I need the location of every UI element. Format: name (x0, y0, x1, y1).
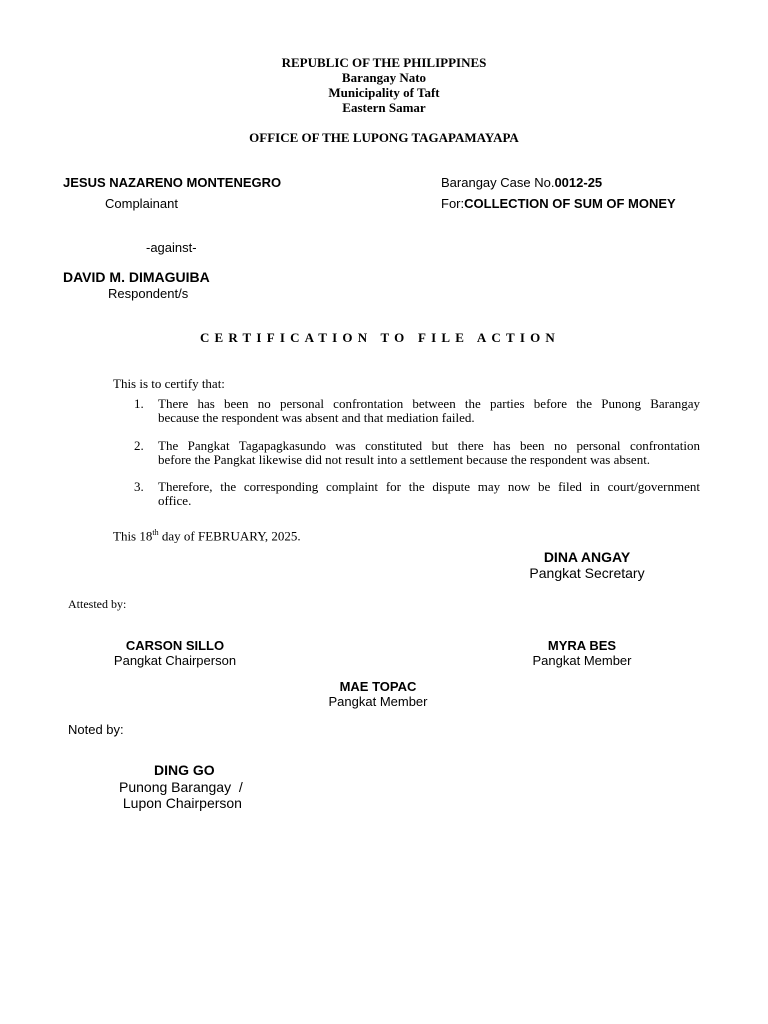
list-item-line: office. (158, 493, 192, 508)
lupon-chairperson-role: Lupon Chairperson (119, 795, 242, 811)
header-municipality: Municipality of Taft (328, 85, 440, 100)
case-subject-label: For: (441, 196, 465, 211)
list-item-number: 3. (134, 479, 144, 494)
list-item-line: Therefore, the corresponding complaint for the dispute may now be filed in court/government (158, 479, 700, 494)
header-office: OFFICE OF THE LUPONG TAGAPAMAYAPA (249, 130, 519, 145)
against-label: -against- (146, 240, 197, 255)
noted-by-label: Noted by: (68, 722, 124, 737)
chairperson-role: Pangkat Chairperson (113, 653, 237, 668)
header-province: Eastern Samar (342, 100, 426, 115)
date-suffix: day of FEBRUARY, 2025. (158, 528, 301, 544)
date-line (113, 528, 301, 544)
respondent-label: Respondent/s (108, 286, 189, 301)
member-name: MAE TOPAC (339, 679, 417, 694)
secretary-role: Pangkat Secretary (529, 565, 645, 581)
case-number-value: 0012-25 (554, 175, 603, 190)
list-item-line: because the respondent was absent and that mediation failed. (158, 410, 475, 425)
punong-barangay-name: DING GO (154, 762, 215, 778)
header-republic: REPUBLIC OF THE PHILIPPINES (281, 55, 487, 70)
header-barangay: Barangay Nato (341, 70, 427, 85)
document-title: CERTIFICATION TO FILE ACTION (199, 330, 561, 345)
list-item-line: The Pangkat Tagapagkasundo was constituted but there has been no personal confrontation (158, 438, 700, 453)
member-role: Pangkat Member (328, 694, 428, 709)
complainant-name: JESUS NAZARENO MONTENEGRO (63, 175, 282, 190)
respondent-name: DAVID M. DIMAGUIBA (63, 269, 210, 285)
punong-barangay-role: Punong Barangay / (119, 779, 243, 795)
case-subject (441, 196, 676, 211)
case-subject-value: COLLECTION OF SUM OF MONEY (464, 196, 676, 211)
chairperson-name: CARSON SILLO (125, 638, 225, 653)
member-name: MYRA BES (547, 638, 617, 653)
complainant-label: Complainant (105, 196, 178, 211)
list-item-line: before the Pangkat likewise did not result into a settlement because the respondent was absent. (158, 452, 651, 467)
list-item-number: 1. (134, 396, 144, 411)
member-role: Pangkat Member (532, 653, 632, 668)
attested-by-label: Attested by: (68, 597, 127, 611)
case-number-label: Barangay Case No. (441, 175, 555, 190)
case-number (441, 175, 602, 190)
intro-text: This is to certify that: (113, 376, 225, 391)
list-item-line: There has been no personal confrontation between the parties before the Punong Barangay (158, 396, 700, 411)
date-prefix: This 18 (113, 528, 153, 544)
secretary-name: DINA ANGAY (543, 549, 631, 565)
list-item-number: 2. (134, 438, 144, 453)
date-superscript: th (152, 528, 159, 537)
